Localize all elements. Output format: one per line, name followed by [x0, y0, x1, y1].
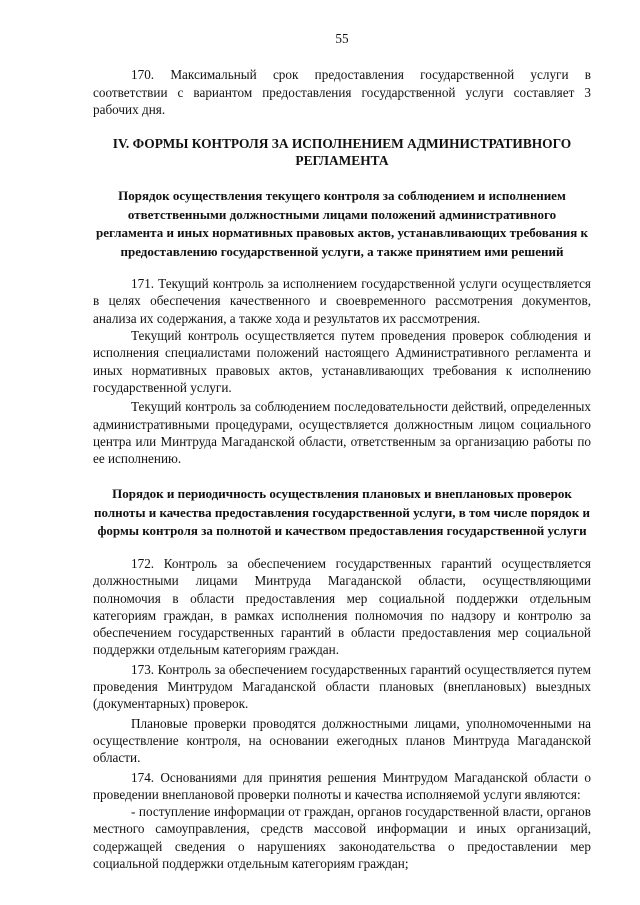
subsection-title-inspections: Порядок и периодичность осуществления плановых и внеплановых проверок полноты и качества предоставления государственной услуги, в том числе порядок и формы контроля за полнотой и качеством предоставления государственной услуги	[94, 486, 590, 539]
paragraph-171-c: Текущий контроль за соблюдением последовательности действий, определенных административными процедурами, осуществляется должностным лицом социального центра или Минтруда Магаданской области, ответственным за организацию работы по ее исполнению.	[93, 399, 591, 467]
paragraph-173: 173. Контроль за обеспечением государственных гарантий осуществляется путем проведения Минтрудом Магаданской области плановых (внеплановых) выездных (документарных) проверок.	[93, 661, 591, 712]
paragraph-174-item-1: - поступление информации от граждан, органов государственной власти, органов местного самоуправления, средств массовой информации и иных организаций, содержащей сведения о нарушениях законодательства о предоставлении мер социальной поддержки отдельным категориям граждан;	[93, 804, 591, 871]
section-title: IV. ФОРМЫ КОНТРОЛЯ ЗА ИСПОЛНЕНИЕМ АДМИНИСТРАТИВНОГО РЕГЛАМЕНТА	[112, 136, 572, 169]
paragraph-171-b: Текущий контроль осуществляется путем проведения проверок соблюдения и исполнения специалистами положений настоящего Административного регламента и иных нормативных правовых актов, устанавливающих требования к исполнению государственной услуги.	[93, 328, 591, 395]
paragraph-174: 174. Основаниями для принятия решения Минтрудом Магаданской области о проведении внеплановой проверки полноты и качества исполняемой услуги являются:	[93, 769, 591, 802]
document-page	[93, 30, 591, 872]
paragraph-171: 171. Текущий контроль за исполнением государственной услуги осуществляется в целях обеспечения качественного и своевременного рассмотрения документов, анализа их содержания, а также хода и результатов их рассмотрения.	[93, 276, 591, 326]
paragraph-173-b: Плановые проверки проводятся должностными лицами, уполномоченными на осуществление контроля, на основании ежегодных планов Минтруда Магаданской области.	[93, 715, 591, 766]
page-number: 55	[335, 31, 349, 46]
paragraph-170: 170. Максимальный срок предоставления государственной услуги в соответствии с вариантом предоставления государственной услуги составляет 3 рабочих дня.	[93, 67, 591, 117]
subsection-title-current-control: Порядок осуществления текущего контроля за соблюдением и исполнением ответственными должностными лицами положений административного регламента и иных нормативных правовых актов, устанавливающих требования к предоставлению государственной услуги, а также принятием ими решений	[96, 188, 588, 259]
paragraph-172: 172. Контроль за обеспечением государственных гарантий осуществляется должностными лицами Минтруда Магаданской области, осуществляющими полномочия в области предоставления мер социальной поддержки отдельным категориям граждан, в рамках исполнения полномочия по надзору и контролю за обеспечением государственных гарантий в области предоставления мер социальной поддержки отдельным категориям граждан.	[93, 555, 591, 658]
